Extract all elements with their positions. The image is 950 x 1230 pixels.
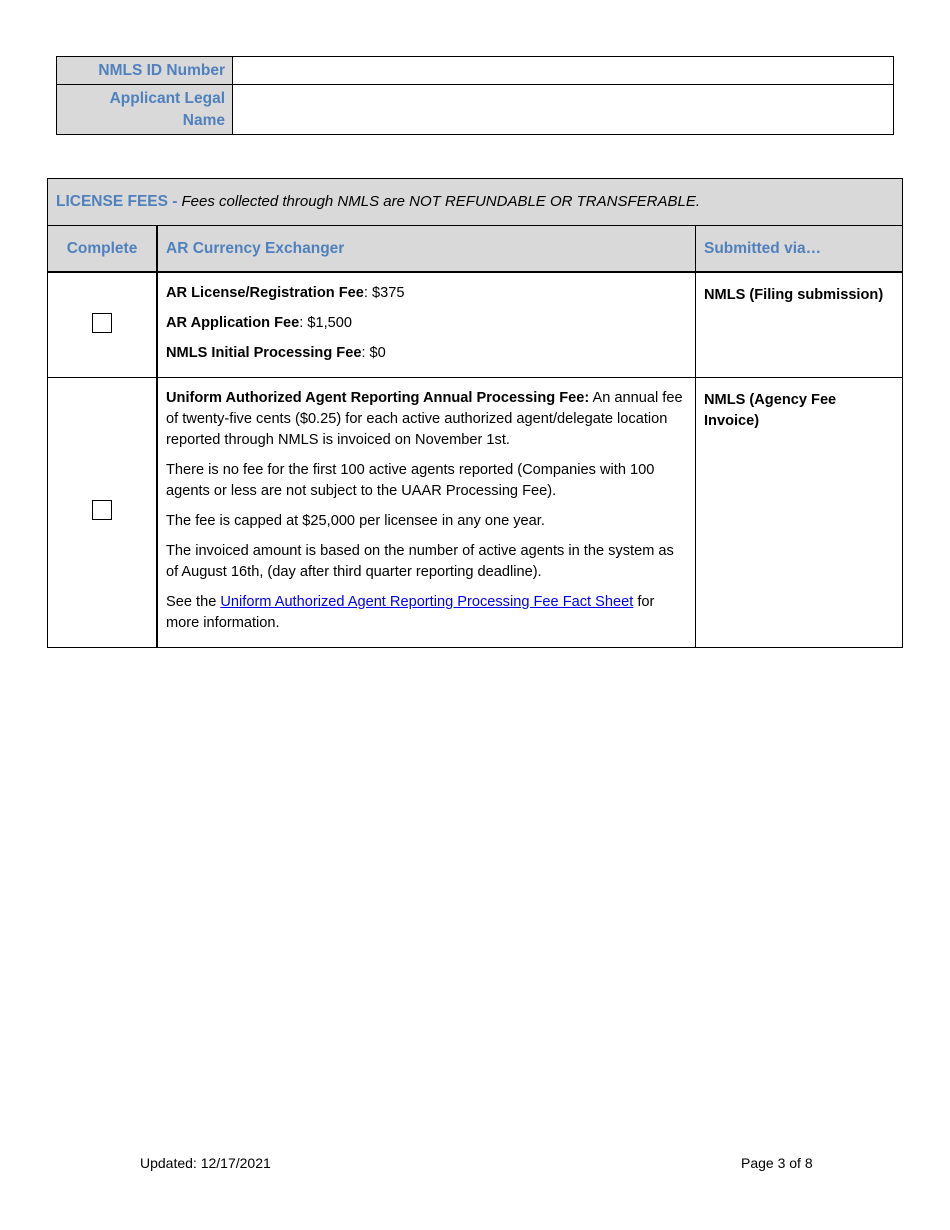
uaar-fee-details [157,377,696,647]
complete-cell [48,377,158,647]
nmls-id-label: NMLS ID Number [57,57,233,85]
column-header-row [48,226,903,273]
nmls-id-field[interactable] [233,57,894,85]
nmls-processing-fee-label: NMLS Initial Processing Fee [166,345,362,361]
uaar-fee-description: An annual fee of twenty-five cents ($0.25) for each active authorized agent/delegate location reported through NMLS is invoiced on November 1st. [166,389,683,448]
license-fees-title-bar [48,179,903,226]
license-registration-fee-label: AR License/Registration Fee [166,285,364,301]
updated-date: Updated: 12/17/2021 [140,1155,271,1171]
license-registration-fee-value: : $375 [363,285,405,301]
applicant-legal-name-label [57,85,233,135]
column-header-complete: Complete [48,226,158,273]
uaar-fee-heading: Uniform Authorized Agent Reporting Annual Processing Fee: [166,389,590,406]
fact-sheet-link[interactable]: Uniform Authorized Agent Reporting Processing Fee Fact Sheet [220,593,634,610]
fee-row-uaar [48,377,903,647]
nmls-processing-fee-value: : $0 [361,345,386,361]
application-fee-label: AR Application Fee [166,315,300,331]
complete-cell [48,272,158,377]
fact-sheet-suffix: for more information. [166,593,655,631]
uaar-cap-note: The fee is capped at $25,000 per licensee in any one year. [166,512,545,529]
complete-checkbox-license[interactable] [92,313,112,333]
uaar-first-100-note: There is no fee for the first 100 active agents reported (Companies with 100 agents or less are not subject to the UAAR Processing Fee). [166,461,655,499]
applicant-legal-name-field[interactable] [233,85,894,135]
page-number: Page 3 of 8 [741,1155,813,1171]
license-fees-title: LICENSE FEES - [56,193,178,210]
submitted-via-filing: NMLS (Filing submission) [696,272,903,377]
column-header-license-type: AR Currency Exchanger [157,226,696,273]
fact-sheet-prefix: See the [166,593,221,610]
license-fee-details [157,272,696,377]
submitted-via-agency-invoice: NMLS (Agency Fee Invoice) [696,377,903,647]
fee-row-license [48,272,903,377]
application-fee-value: : $1,500 [299,315,352,331]
license-fees-table [47,178,903,648]
applicant-legal-name-text: Applicant Legal Name [109,90,225,129]
complete-checkbox-uaar[interactable] [92,500,112,520]
uaar-invoice-basis-note: The invoiced amount is based on the number of active agents in the system as of August 16th, (day after third quarter reporting deadline). [166,542,674,580]
uaar-fact-sheet-note [166,592,687,634]
applicant-id-table [56,56,894,135]
license-fees-subtitle: Fees collected through NMLS are NOT REFUNDABLE OR TRANSFERABLE. [181,193,700,210]
column-header-submitted-via: Submitted via… [696,226,903,273]
